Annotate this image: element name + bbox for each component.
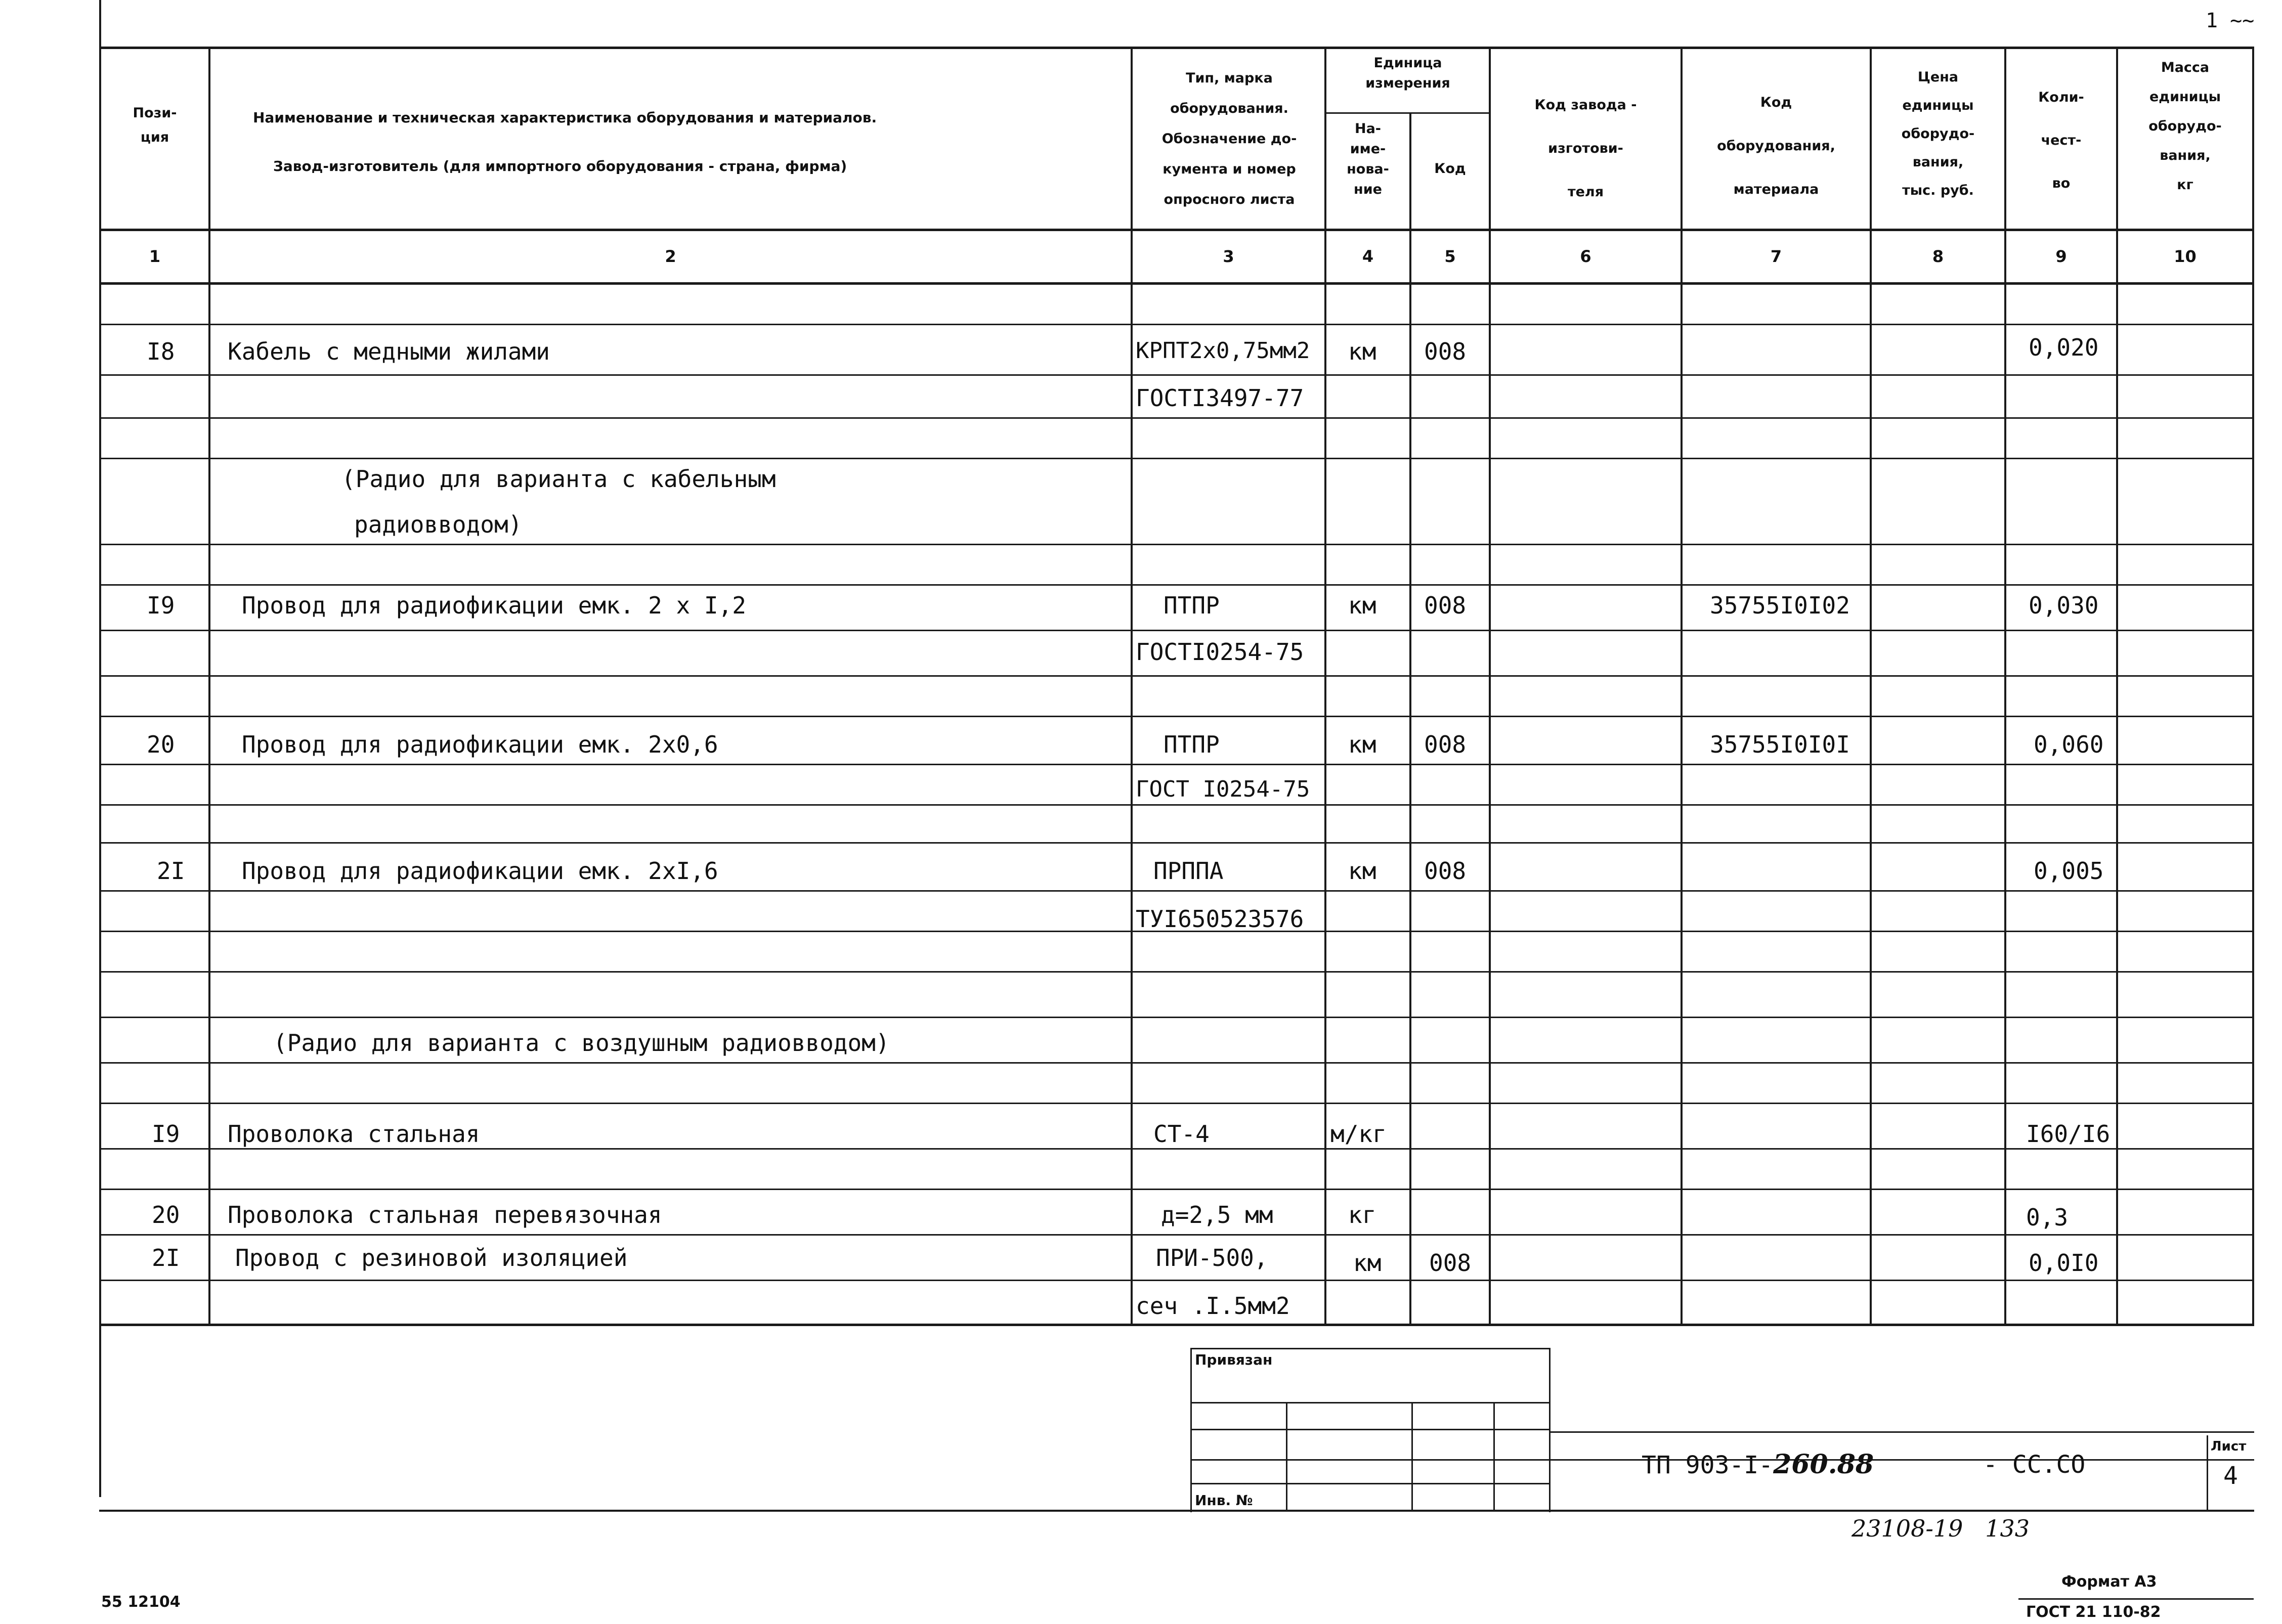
row-line bbox=[99, 971, 2254, 973]
table-bottom-line bbox=[99, 1324, 2254, 1326]
header-unit: Единица измерения bbox=[1365, 55, 1450, 91]
inventory-number: 23108-19 133 bbox=[1852, 1515, 2030, 1542]
header-position: Пози- ция bbox=[133, 105, 177, 145]
row-code: 008 bbox=[1424, 592, 1467, 619]
row-line bbox=[99, 374, 2254, 376]
row-material-code: 35755I0I0I bbox=[1710, 731, 1850, 758]
col-line-6 bbox=[1681, 47, 1683, 1326]
row-line bbox=[99, 716, 2254, 717]
row-line bbox=[99, 764, 2254, 765]
col-line-3 bbox=[1324, 47, 1326, 1326]
row-name: Кабель с медными жилами bbox=[228, 338, 550, 365]
row-name: Провод для радиофикации емк. 2хI,6 bbox=[242, 857, 718, 885]
row-type: д=2,5 мм bbox=[1161, 1201, 1273, 1228]
table-top-line bbox=[99, 47, 2254, 49]
page-corner-mark: 1 ~~ bbox=[2206, 9, 2255, 32]
row-line bbox=[99, 584, 2254, 586]
row-code: 008 bbox=[1424, 857, 1467, 885]
col-number: 8 bbox=[1932, 247, 1944, 266]
sheet-label: Лист bbox=[2211, 1439, 2247, 1454]
row-code: 008 bbox=[1429, 1249, 1472, 1277]
row-line bbox=[99, 324, 2254, 325]
col-number: 3 bbox=[1223, 247, 1234, 266]
row-type: ГОСТI3497-77 bbox=[1136, 384, 1304, 412]
row-line bbox=[99, 1017, 2254, 1018]
stamp-line bbox=[1286, 1402, 1287, 1511]
row-line bbox=[99, 458, 2254, 459]
gost-label: ГОСТ 21 110-82 bbox=[2026, 1603, 2161, 1621]
header-type: Тип, марка оборудования. Обозначение до- кумента и номер опросного листа bbox=[1161, 70, 1297, 207]
row-quantity: 0,030 bbox=[2029, 592, 2099, 619]
row-line bbox=[99, 842, 2254, 844]
row-position: 2I bbox=[152, 1244, 180, 1271]
row-position: 20 bbox=[152, 1201, 180, 1228]
row-name: Провод для радиофикации емк. 2х0,6 bbox=[242, 731, 718, 758]
row-unit: кг bbox=[1348, 1201, 1376, 1228]
numbers-bottom-line bbox=[99, 282, 2254, 285]
col-number: 1 bbox=[149, 247, 161, 266]
row-unit: км bbox=[1348, 857, 1376, 885]
row-type: ГОСТI0254-75 bbox=[1136, 638, 1304, 666]
inv-label: Инв. № bbox=[1195, 1492, 1253, 1509]
left-code: 55 12104 bbox=[101, 1593, 181, 1611]
row-line bbox=[99, 417, 2254, 419]
col-line-2 bbox=[1131, 47, 1133, 1326]
stamp-line bbox=[1411, 1402, 1413, 1511]
header-bottom-line bbox=[99, 229, 2254, 231]
header-factory-code: Код завода - изготови- теля bbox=[1534, 97, 1637, 200]
row-unit: км bbox=[1353, 1249, 1382, 1277]
row-type: ГОСТ I0254-75 bbox=[1136, 776, 1310, 802]
row-position: I9 bbox=[152, 1120, 180, 1148]
row-type: ПРППА bbox=[1153, 857, 1224, 885]
row-line bbox=[99, 1189, 2254, 1190]
stamp-line bbox=[1493, 1402, 1495, 1511]
sheet-bottom-line bbox=[99, 1510, 2254, 1512]
row-position: I8 bbox=[147, 338, 175, 365]
row-unit: км bbox=[1348, 338, 1376, 365]
row-name: Провод с резиновой изоляцией bbox=[235, 1244, 628, 1271]
col-number: 4 bbox=[1362, 247, 1374, 266]
row-line bbox=[99, 890, 2254, 892]
col-line-5 bbox=[1489, 47, 1491, 1326]
stamp-line bbox=[1190, 1348, 1549, 1349]
row-line bbox=[99, 1280, 2254, 1281]
row-quantity: 0,020 bbox=[2029, 334, 2099, 361]
format-label: Формат А3 bbox=[2061, 1573, 2157, 1591]
col-line-1 bbox=[208, 47, 210, 1326]
unit-subheader-line bbox=[1324, 112, 1491, 114]
row-position: I9 bbox=[147, 592, 175, 619]
col-line-9 bbox=[2116, 47, 2118, 1326]
col-number: 10 bbox=[2174, 247, 2197, 266]
row-type: ПТПР bbox=[1164, 592, 1220, 619]
row-code: 008 bbox=[1424, 731, 1467, 758]
row-name: Проволока стальная bbox=[228, 1120, 480, 1148]
row-material-code: 35755I0I02 bbox=[1710, 592, 1850, 619]
row-type: ПРИ-500, bbox=[1156, 1244, 1268, 1271]
row-line bbox=[99, 1148, 2254, 1150]
row-line bbox=[99, 804, 2254, 806]
col-number: 6 bbox=[1580, 247, 1591, 266]
row-type: ПТПР bbox=[1164, 731, 1220, 758]
document-suffix: - СС.СО bbox=[1983, 1451, 2086, 1479]
header-price: Цена единицы оборудо- вания, тыс. руб. bbox=[1901, 69, 1975, 198]
row-type: сеч .I.5мм2 bbox=[1136, 1292, 1290, 1320]
row-line bbox=[99, 1062, 2254, 1064]
row-unit: м/кг bbox=[1330, 1120, 1387, 1148]
header-name: Наименование и техническая характеристика оборудования и материалов. Завод-изготовитель (для импортного оборудования - страна, фирма) bbox=[253, 109, 877, 174]
row-name: Проволока стальная перевязочная bbox=[228, 1201, 662, 1228]
stamp-line bbox=[1190, 1402, 1549, 1403]
header-unit-name: На- име- нова- ние bbox=[1347, 121, 1389, 197]
header-unit-code: Код bbox=[1434, 161, 1466, 177]
sheet-box-line bbox=[2207, 1459, 2254, 1461]
document-code: ТП 903-I-260.88 bbox=[1642, 1449, 1874, 1480]
left-margin-line bbox=[99, 0, 101, 1497]
row-unit: км bbox=[1348, 731, 1376, 758]
row-unit: км bbox=[1348, 592, 1376, 619]
col-line-10 bbox=[2252, 47, 2254, 1326]
stamp-line bbox=[1549, 1431, 2254, 1433]
attached-label: Привязан bbox=[1195, 1351, 1273, 1368]
footer-line bbox=[2018, 1598, 2254, 1600]
row-quantity: 0,3 bbox=[2026, 1204, 2069, 1231]
stamp-line bbox=[1190, 1429, 1549, 1430]
section-note: радиовводом) bbox=[354, 511, 523, 538]
col-number: 2 bbox=[665, 247, 676, 266]
col-number: 9 bbox=[2055, 247, 2067, 266]
header-mass: Масса единицы оборудо- вания, кг bbox=[2148, 60, 2222, 193]
row-name: Провод для радиофикации емк. 2 х I,2 bbox=[242, 592, 746, 619]
row-type: КРПТ2х0,75мм2 bbox=[1136, 338, 1310, 364]
row-line bbox=[99, 630, 2254, 631]
header-material-code: Код оборудования, материала bbox=[1717, 95, 1835, 197]
row-line bbox=[99, 675, 2254, 677]
col-line-8 bbox=[2004, 47, 2006, 1326]
row-position: 20 bbox=[147, 731, 175, 758]
header-quantity: Коли- чест- во bbox=[2038, 90, 2084, 191]
row-type: СТ-4 bbox=[1153, 1120, 1210, 1148]
section-note: (Радио для варианта с воздушным радиовводом) bbox=[273, 1029, 890, 1057]
section-note: (Радио для варианта с кабельным bbox=[341, 465, 776, 493]
sheet-box-line bbox=[2207, 1435, 2208, 1511]
col-number: 7 bbox=[1770, 247, 1782, 266]
row-line bbox=[99, 1103, 2254, 1104]
col-line-4 bbox=[1409, 114, 1411, 1326]
row-type: ТУI650523576 bbox=[1136, 905, 1304, 933]
row-quantity: 0,0I0 bbox=[2029, 1249, 2099, 1277]
sheet-number: 4 bbox=[2223, 1462, 2238, 1490]
row-quantity: I60/I6 bbox=[2026, 1120, 2111, 1148]
stamp-line bbox=[1190, 1483, 1549, 1484]
row-line bbox=[99, 544, 2254, 545]
row-line bbox=[99, 1234, 2254, 1236]
row-quantity: 0,005 bbox=[2034, 857, 2104, 885]
row-quantity: 0,060 bbox=[2034, 731, 2104, 758]
row-position: 2I bbox=[157, 857, 185, 885]
col-line-7 bbox=[1870, 47, 1872, 1326]
col-number: 5 bbox=[1444, 247, 1456, 266]
row-code: 008 bbox=[1424, 338, 1467, 365]
